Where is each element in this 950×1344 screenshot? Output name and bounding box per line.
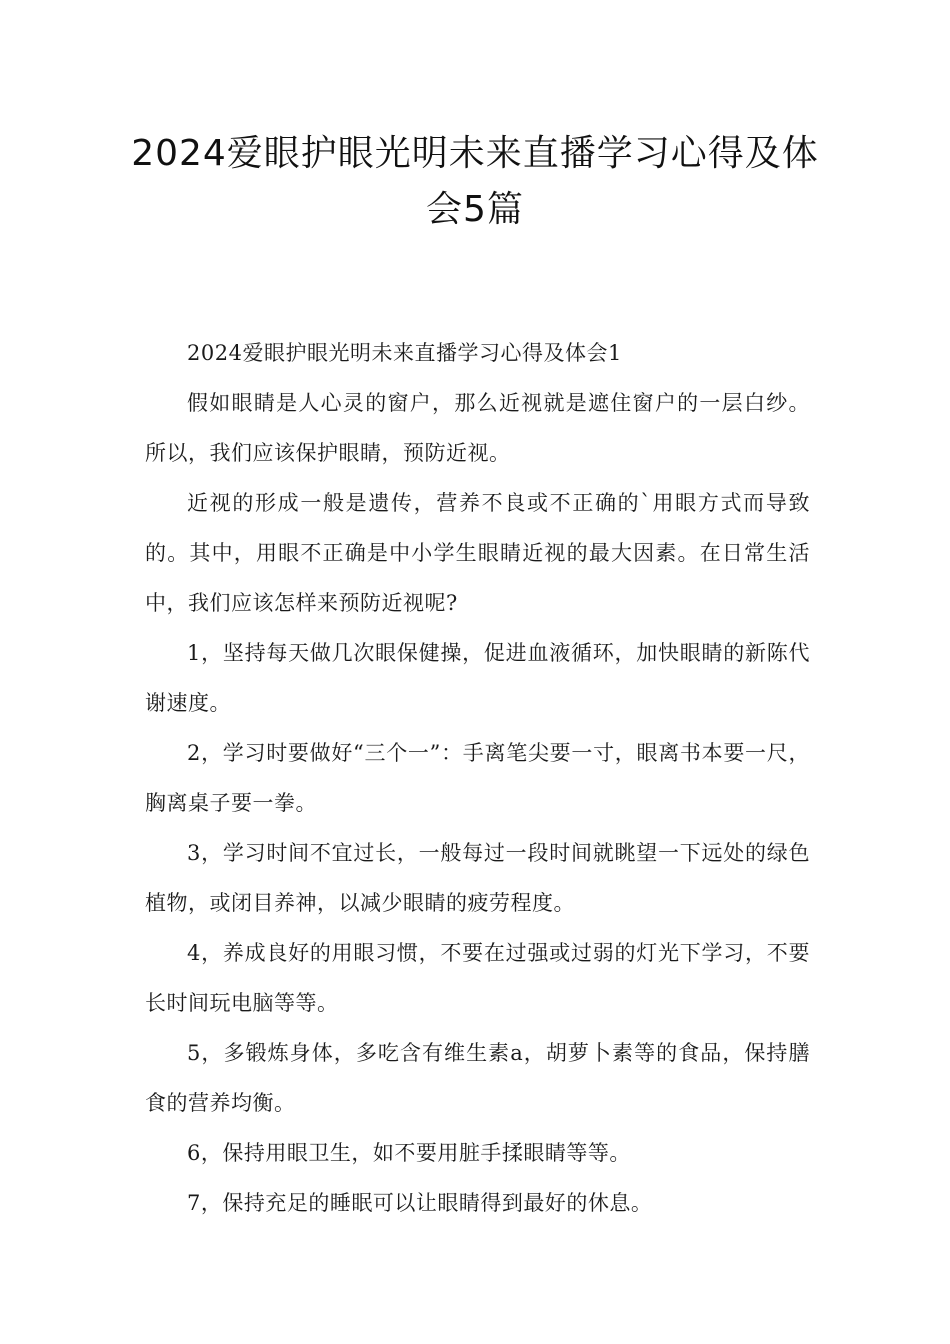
- document-body: [145, 328, 810, 1228]
- list-item: 2，学习时要做好“三个一”：手离笔尖要一寸，眼离书本要一尺，胸离桌子要一拳。: [145, 741, 810, 815]
- paragraph: 近视的形成一般是遗传，营养不良或不正确的`用眼方式而导致的。其中，用眼不正确是中小学生眼睛近视的最大因素。在日常生活中，我们应该怎样来预防近视呢?: [145, 491, 810, 615]
- document-title: 2024爱眼护眼光明未来直播学习心得及体会5篇: [131, 133, 819, 230]
- list-item: 6，保持用眼卫生，如不要用脏手揉眼睛等等。: [187, 1141, 631, 1165]
- list-item: 1，坚持每天做几次眼保健操，促进血液循环，加快眼睛的新陈代谢速度。: [145, 641, 810, 715]
- list-item: 4，养成良好的用眼习惯，不要在过强或过弱的灯光下学习，不要长时间玩电脑等等。: [145, 941, 810, 1015]
- section-heading: 2024爱眼护眼光明未来直播学习心得及体会1: [187, 341, 622, 365]
- list-item: 5，多锻炼身体，多吃含有维生素a，胡萝卜素等的食品，保持膳食的营养均衡。: [145, 1041, 810, 1115]
- list-item: 7，保持充足的睡眠可以让眼睛得到最好的休息。: [187, 1191, 653, 1215]
- list-item: 3，学习时间不宜过长，一般每过一段时间就眺望一下远处的绿色植物，或闭目养神，以减少眼睛的疲劳程度。: [145, 841, 810, 915]
- paragraph: 假如眼睛是人心灵的窗户，那么近视就是遮住窗户的一层白纱。所以，我们应该保护眼睛，预防近视。: [145, 391, 810, 465]
